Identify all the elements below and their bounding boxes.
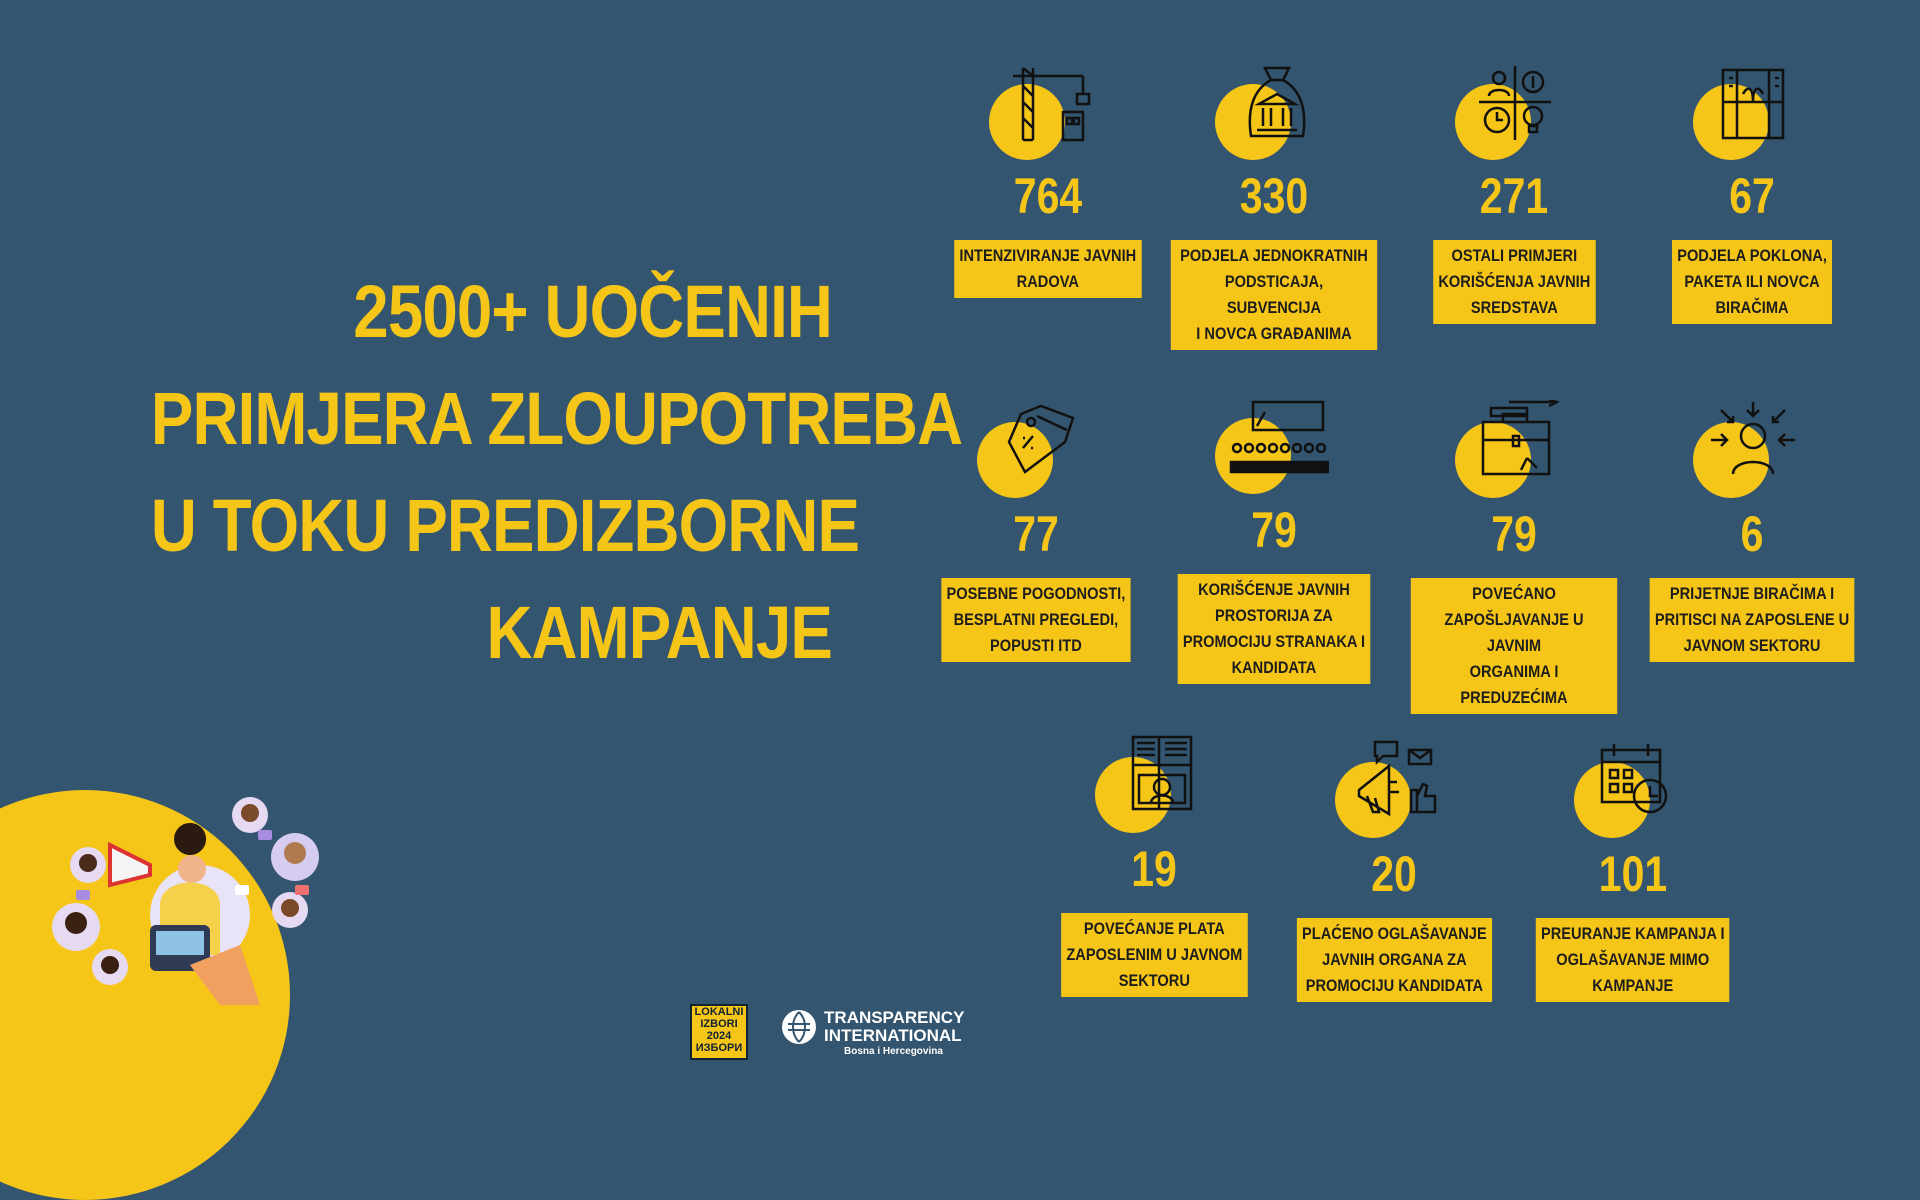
stat-label: OSTALI PRIMJERI KORIŠĆENJA JAVNIH SREDSTAVA: [1433, 240, 1595, 324]
stat-label: POVEĆANJE PLATA ZAPOSLENIM U JAVNOM SEKTORU: [1061, 913, 1247, 997]
calendar-clock-icon: [1588, 740, 1678, 820]
headline-line-1: 2500+ UOČENIH: [353, 270, 832, 353]
money-bag-bank-icon: [1229, 62, 1319, 142]
gift-package-icon: [1707, 62, 1797, 142]
stat-value: 330: [1239, 168, 1309, 224]
campaign-illustration: [40, 785, 340, 1015]
ti-line-2: INTERNATIONAL: [824, 1026, 962, 1045]
salary-icon: [1109, 735, 1199, 815]
stat-one-time-subsidies: [1154, 62, 1394, 350]
stat-label: POVEĆANO ZAPOŠLJAVANJE U JAVNIM ORGANIMA I PREDUZEĆIMA: [1411, 578, 1617, 714]
stat-label: PODJELA JEDNOKRATNIH PODSTICAJA, SUBVENCIJA I NOVCA GRAĐANIMA: [1171, 240, 1377, 350]
stat-value: 101: [1598, 846, 1668, 902]
megaphone-icon: [1349, 740, 1439, 820]
ti-globe-icon: [780, 1008, 818, 1046]
stat-public-works: [928, 62, 1168, 298]
stat-threats-pressure: [1632, 400, 1872, 662]
headline-line-3: U TOKU PREDIZBORNE: [150, 484, 860, 567]
stat-value: 77: [1013, 506, 1059, 562]
stat-public-premises: [1154, 396, 1394, 684]
stat-value: 19: [1131, 841, 1177, 897]
pressure-person-icon: [1707, 400, 1797, 480]
stat-value: 271: [1479, 168, 1549, 224]
stat-value: 79: [1251, 502, 1297, 558]
ti-line-1: TRANSPARENCY: [824, 1008, 965, 1027]
headline: [150, 258, 963, 686]
stat-value: 764: [1013, 168, 1083, 224]
audience-presentation-icon: [1229, 396, 1329, 476]
stat-label: POSEBNE POGODNOSTI, BESPLATNI PREGLEDI, POPUSTI ITD: [941, 578, 1130, 662]
crane-icon: [1003, 62, 1093, 142]
stat-label: PREURANJE KAMPANJA I OGLAŠAVANJE MIMO KAMPANJE: [1536, 918, 1730, 1002]
stat-other-public-funds: [1394, 62, 1634, 324]
stat-value: 79: [1491, 506, 1537, 562]
public-resources-icon: [1469, 62, 1559, 142]
local-elections-logo: LOKALNI IZBORI 2024 ИЗБОРИ: [690, 1004, 748, 1060]
discount-tag-icon: [991, 400, 1081, 480]
stat-label: PLAĆENO OGLAŠAVANJE JAVNIH ORGANA ZA PROMOCIJU KANDIDATA: [1296, 918, 1491, 1002]
stat-label: PRIJETNJE BIRAČIMA I PRITISCI NA ZAPOSLENE U JAVNOM SEKTORU: [1650, 578, 1855, 662]
stat-label: KORIŠĆENJE JAVNIH PROSTORIJA ZA PROMOCIJU STRANAKA I KANDIDATA: [1178, 574, 1371, 684]
stat-salary-increase: [1034, 735, 1274, 997]
headline-line-4: KAMPANJE: [486, 591, 832, 674]
stat-special-benefits: [916, 400, 1156, 662]
stat-label: PODJELA POKLONA, PAKETA ILI NOVCA BIRAČIMA: [1672, 240, 1832, 324]
stat-gifts-packages: [1632, 62, 1872, 324]
stat-increased-employment: [1394, 400, 1634, 714]
headline-line-2: PRIMJERA ZLOUPOTREBA: [150, 377, 963, 460]
stat-paid-advertising: [1274, 740, 1514, 1002]
stat-early-campaign: [1513, 740, 1753, 1002]
stat-value: 67: [1729, 168, 1775, 224]
briefcase-icon: [1469, 400, 1559, 480]
stat-value: 6: [1740, 506, 1764, 562]
ti-line-3: Bosna i Hercegovina: [844, 1046, 943, 1057]
stat-value: 20: [1371, 846, 1417, 902]
stat-label: INTENZIVIRANJE JAVNIH RADOVA: [954, 240, 1141, 298]
